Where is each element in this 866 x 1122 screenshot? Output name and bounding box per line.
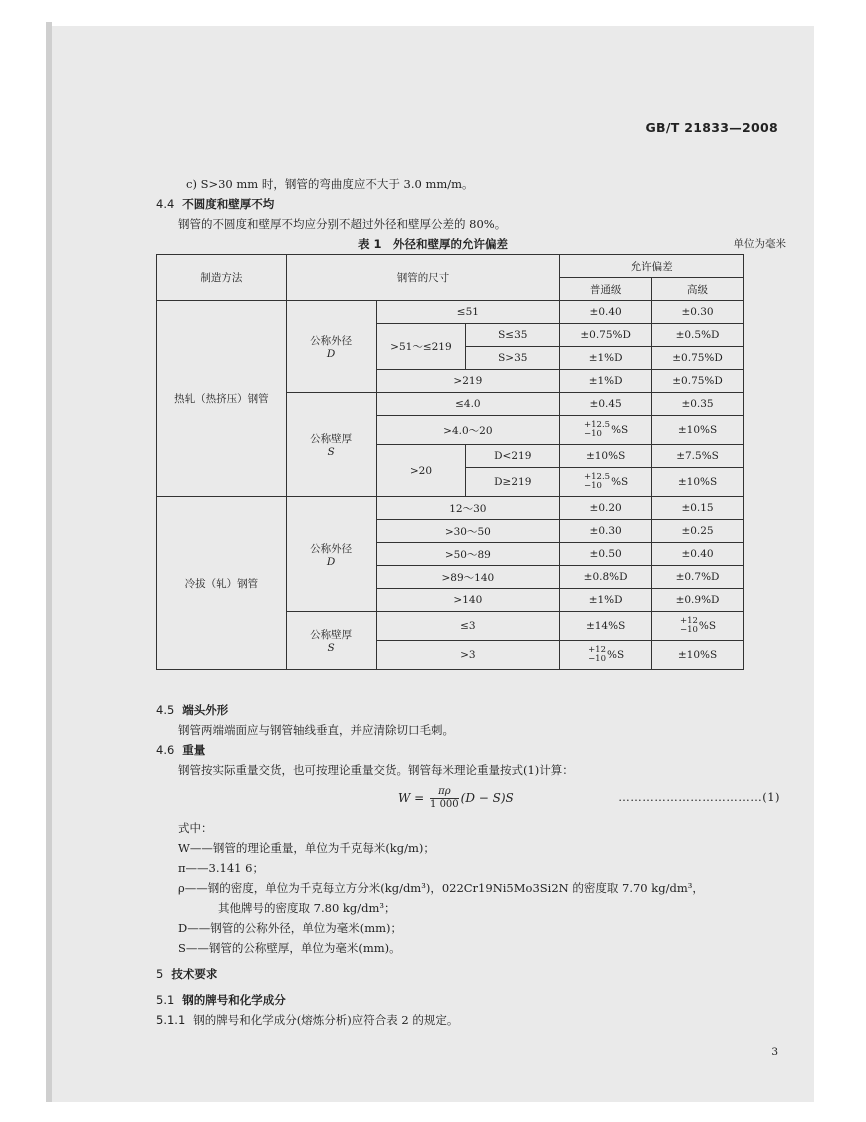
header-method: 制造方法	[157, 255, 287, 301]
section-5-heading	[156, 966, 217, 982]
table-cell: ±0.25	[652, 520, 744, 543]
table-cell: ±1%D	[560, 370, 652, 393]
definition-pi: π——3.141 6；	[178, 861, 264, 875]
table-cell: +12.5 −10 %S	[560, 468, 652, 497]
table-cell: ±0.5%D	[652, 324, 744, 347]
table-cell: ≤4.0	[376, 393, 560, 416]
formula-number: ………………………………(1)	[618, 790, 780, 804]
section-5-1-1	[156, 1012, 458, 1028]
table-cell: D≥219	[466, 468, 560, 497]
table-cell: ≤51	[376, 301, 560, 324]
definition-w: W——钢管的理论重量，单位为千克每米(kg/m)；	[178, 841, 435, 855]
section-title: 不圆度和壁厚不均	[182, 197, 275, 211]
section-4-6-heading	[156, 742, 205, 758]
table-cell: ±0.35	[652, 393, 744, 416]
section-title: 钢的牌号和化学成分	[182, 993, 286, 1007]
header-tolerance: 允许偏差	[560, 255, 744, 278]
table-cell: ±0.50	[560, 543, 652, 566]
table-cell: D<219	[466, 445, 560, 468]
table-cell: ±0.75%D	[652, 370, 744, 393]
definition-s: S——钢管的公称壁厚，单位为毫米(mm)。	[178, 941, 401, 955]
table-cell: >219	[376, 370, 560, 393]
table-cell: >4.0～20	[376, 416, 560, 445]
table-cell: >50～89	[376, 543, 560, 566]
table-cell: >30～50	[376, 520, 560, 543]
table-cell: ±0.20	[560, 497, 652, 520]
label-od-hot: 公称外径 D	[286, 301, 376, 393]
table-cell: ±0.30	[560, 520, 652, 543]
method-cold-drawn: 冷拔（轧）钢管	[157, 497, 287, 670]
table-cell: >51～≤219	[376, 324, 466, 370]
formula-fraction: $\frac{\pi\rho}{1 000}$	[430, 786, 459, 810]
table-1-unit: 单位为毫米	[733, 238, 786, 250]
section-number: 5.1	[156, 993, 175, 1007]
section-number: 4.4	[156, 197, 175, 211]
table-cell: ±1%D	[560, 347, 652, 370]
table-cell: 12～30	[376, 497, 560, 520]
section-title: 端头外形	[182, 703, 229, 717]
definition-d: D——钢管的公称外径，单位为毫米(mm)；	[178, 921, 403, 935]
where-label: 式中：	[178, 821, 213, 835]
table-cell: ±0.7%D	[652, 566, 744, 589]
section-4-5-text: 钢管两端端面应与钢管轴线垂直，并应清除切口毛刺。	[178, 723, 454, 737]
table-cell: ±0.40	[652, 543, 744, 566]
header-size: 钢管的尺寸	[286, 255, 559, 301]
tolerance-fraction: +12.5 −10	[584, 420, 611, 439]
section-text: 钢的牌号和化学成分(熔炼分析)应符合表 2 的规定。	[193, 1013, 459, 1027]
tolerance-fraction: +12.5 −10	[584, 472, 611, 491]
section-5-1-heading	[156, 992, 286, 1008]
table-cell: ±0.75%D	[560, 324, 652, 347]
tolerance-fraction: +12 −10	[588, 645, 607, 664]
table-cell: +12 −10 %S	[560, 641, 652, 670]
table-cell: ±10%S	[652, 468, 744, 497]
table-cell: +12 −10 %S	[652, 612, 744, 641]
table-cell: ±10%S	[560, 445, 652, 468]
section-title: 重量	[182, 743, 206, 757]
section-number: 4.6	[156, 743, 175, 757]
method-hot-rolled: 热轧（热挤压）钢管	[157, 301, 287, 497]
standard-number: GB/T 21833—2008	[645, 120, 778, 135]
tolerance-fraction: +12 −10	[679, 616, 698, 635]
table-cell: ±0.9%D	[652, 589, 744, 612]
section-4-6-text: 钢管按实际重量交货，也可按理论重量交货。钢管每米理论重量按式(1)计算：	[178, 763, 574, 777]
table-cell: ±0.75%D	[652, 347, 744, 370]
table-1-caption: 表 1 外径和壁厚的允许偏差	[357, 237, 508, 251]
table-cell: ±10%S	[652, 416, 744, 445]
section-number: 5	[156, 967, 164, 981]
table-cell: S>35	[466, 347, 560, 370]
section-4-4-heading	[156, 196, 274, 212]
section-title: 技术要求	[171, 967, 218, 981]
table-cell: ±0.8%D	[560, 566, 652, 589]
header-high: 高级	[652, 278, 744, 301]
table-cell: ±0.40	[560, 301, 652, 324]
section-number: 5.1.1	[156, 1013, 186, 1027]
label-wt-hot: 公称壁厚 S	[286, 393, 376, 497]
table-cell: ±10%S	[652, 641, 744, 670]
table-cell: ±0.15	[652, 497, 744, 520]
table-cell: ≤3	[376, 612, 560, 641]
section-4-5-heading	[156, 702, 228, 718]
table-cell: ±1%D	[560, 589, 652, 612]
table-cell: >20	[376, 445, 466, 497]
table-cell: ±0.45	[560, 393, 652, 416]
table-cell: +12.5 −10 %S	[560, 416, 652, 445]
page-number: 3	[771, 1046, 778, 1058]
weight-formula: W = $\frac{\pi\rho}{1 000}$ (D − S)S	[398, 786, 514, 810]
definition-rho: ρ——钢的密度，单位为千克每立方分米(kg/dm³)，022Cr19Ni5Mo3Si2N 的密度取 7.70 kg/dm³，	[178, 881, 704, 895]
label-od-cold: 公称外径 D	[286, 497, 376, 612]
definition-rho-cont: 其他牌号的密度取 7.80 kg/dm³；	[218, 901, 396, 915]
table-cell: ±14%S	[560, 612, 652, 641]
table-cell: ±0.30	[652, 301, 744, 324]
table-cell: S≤35	[466, 324, 560, 347]
table-cell: ±7.5%S	[652, 445, 744, 468]
item-c: c) S>30 mm 时，钢管的弯曲度应不大于 3.0 mm/m。	[186, 177, 474, 191]
table-cell: >140	[376, 589, 560, 612]
header-normal: 普通级	[560, 278, 652, 301]
tolerance-table	[156, 254, 744, 670]
table-cell: >3	[376, 641, 560, 670]
document-page	[52, 26, 814, 1102]
section-4-4-text: 钢管的不圆度和壁厚不均应分别不超过外径和壁厚公差的 80%。	[178, 217, 507, 231]
table-cell: >89～140	[376, 566, 560, 589]
label-wt-cold: 公称壁厚 S	[286, 612, 376, 670]
section-number: 4.5	[156, 703, 175, 717]
